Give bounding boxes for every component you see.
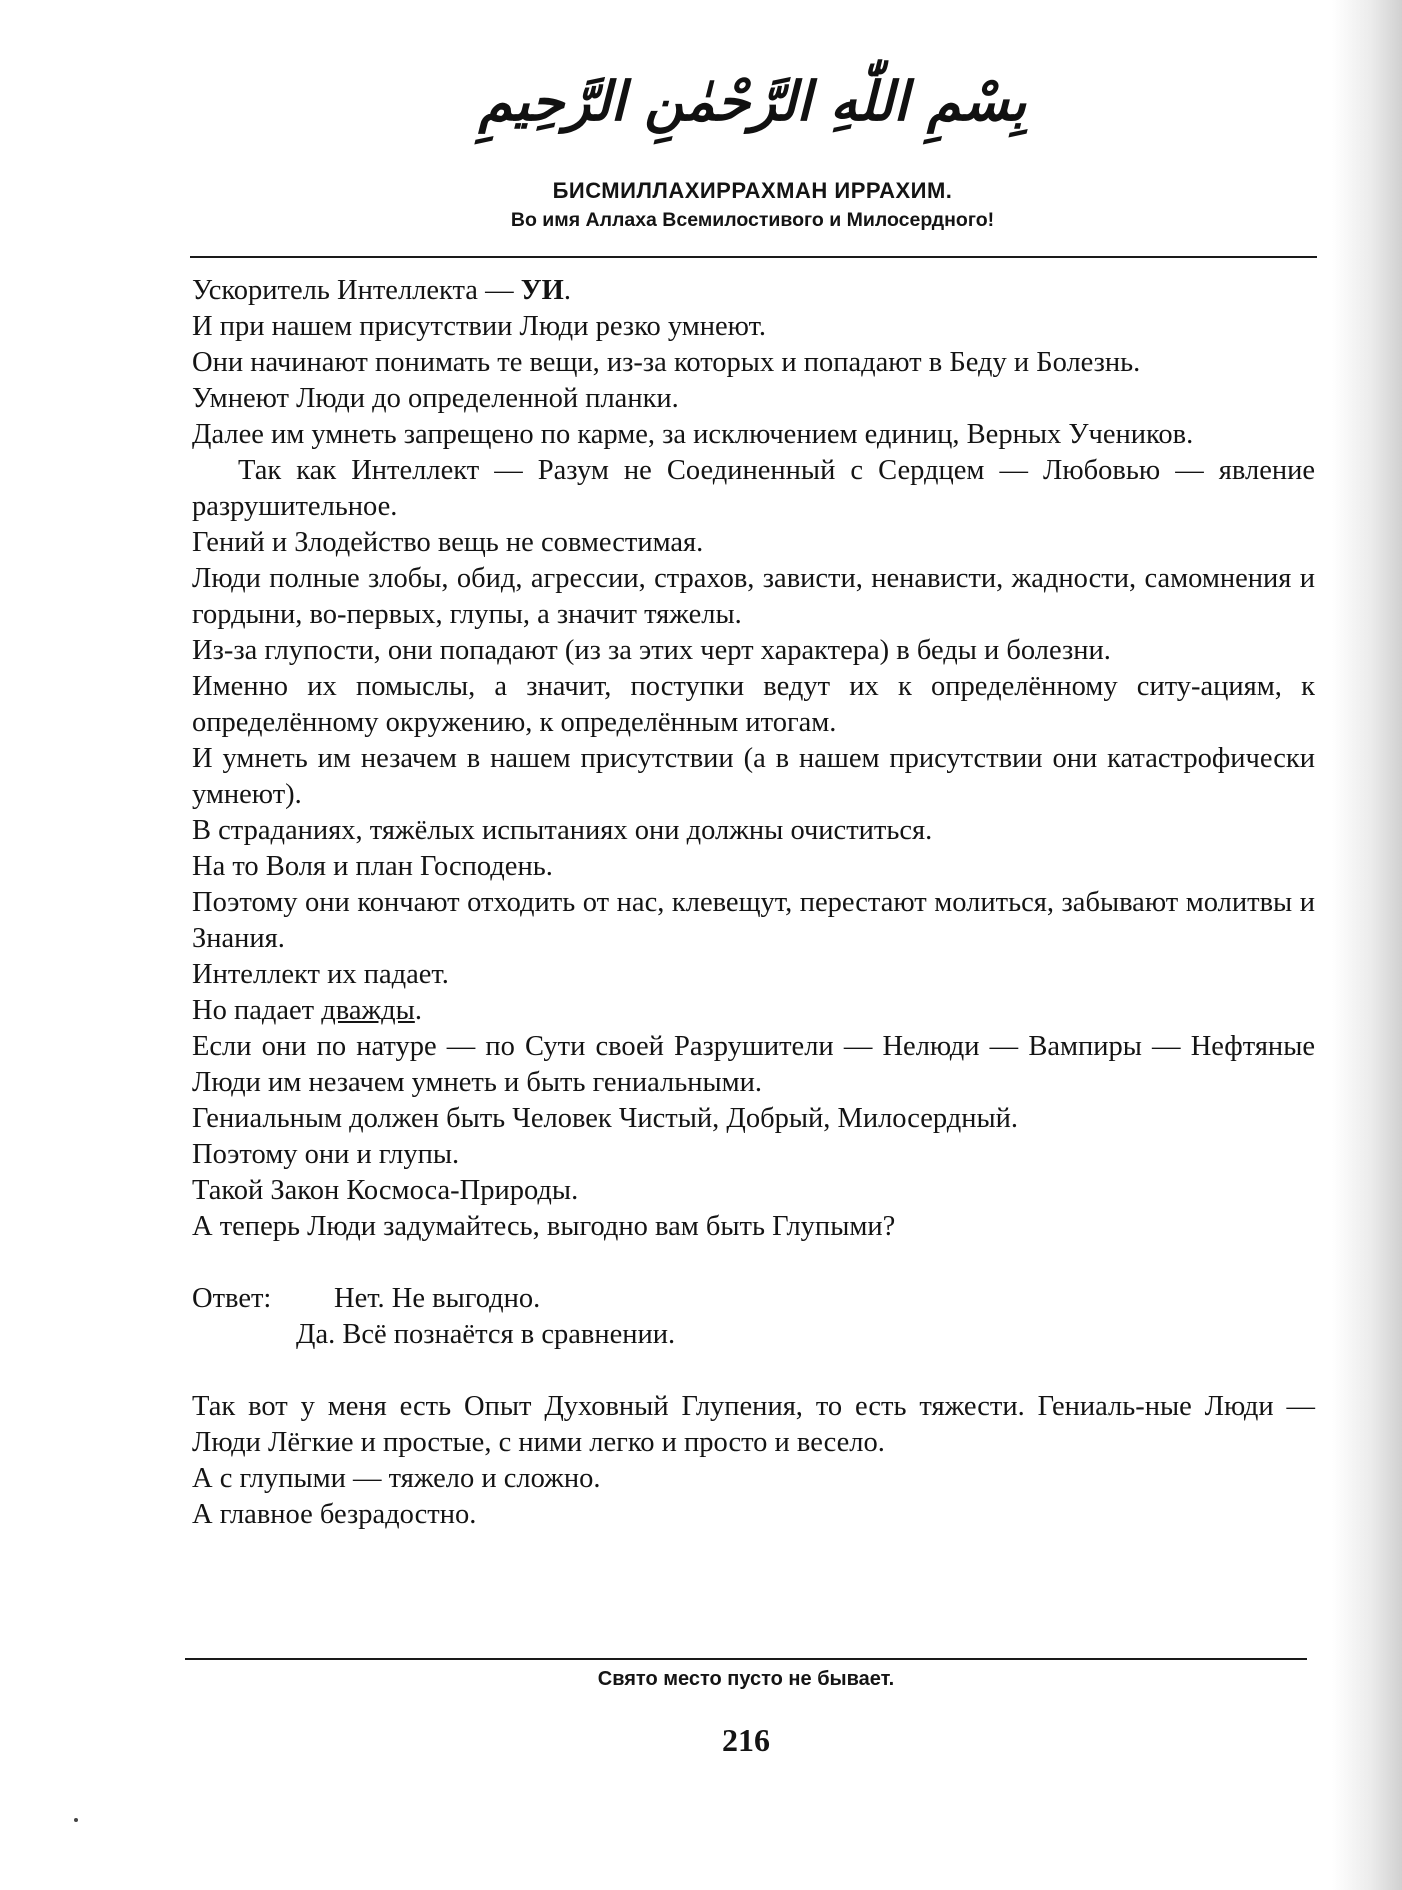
paragraph: Интеллект их падает. [192, 959, 449, 990]
paragraph: Именно их помыслы, а значит, поступки ведут их к определённому ситу-ациям, к определённому окружению, к определённым итогам. [192, 671, 1315, 738]
scan-speck [74, 1818, 78, 1822]
paragraph: Но падает дважды. [192, 995, 422, 1026]
answer-line: Нет. Не выгодно. [334, 1283, 541, 1314]
paragraph: Поэтому они кончают отходить от нас, клевещут, перестают молиться, забывают молитвы и Знания. [192, 887, 1315, 954]
bismillah-calligraphy: بِسْمِ اللّٰهِ الرَّحْمٰنِ الرَّحِيمِ [478, 70, 1027, 133]
spacer [192, 1353, 1315, 1389]
page-header [190, 62, 1315, 157]
paragraph: Из-за глупости, они попадают (из за этих черт характера) в беды и болезни. [192, 635, 1111, 666]
page-body [192, 273, 1315, 1533]
page-number: 216 [722, 1722, 770, 1758]
paragraph: Они начинают понимать те вещи, из-за которых и попадают в Беду и Болезнь. [192, 347, 1141, 378]
header-subtitle: Во имя Аллаха Всемилостивого и Милосердного! [510, 209, 995, 231]
paragraph: В страданиях, тяжёлых испытаниях они должны очиститься. [192, 815, 933, 846]
paragraph: Ускоритель Интеллекта — УИ. [192, 275, 571, 306]
paragraph: Так вот у меня есть Опыт Духовный Глупения, то есть тяжести. Гениаль-ные Люди — Люди Лёгкие и простые, с ними легко и просто и весело. [192, 1391, 1315, 1458]
paragraph: Так как Интеллект — Разум не Соединенный с Сердцем — Любовью — явление разрушительное. [192, 455, 1315, 522]
underlined-word: дважды [321, 995, 415, 1026]
paragraph: И умнеть им незачем в нашем присутствии (а в нашем присутствии они катастрофически умнеют). [192, 743, 1315, 810]
paragraph: Люди полные злобы, обид, агрессии, страхов, зависти, ненависти, жадности, самомнения и гордыни, во-первых, глупы, а значит тяжелы. [192, 563, 1315, 630]
header-title: БИСМИЛЛАХИРРАХМАН ИРРАХИМ. [552, 178, 953, 203]
header-divider [190, 256, 1317, 258]
abbreviation-ui: УИ [520, 275, 564, 306]
paragraph: А с глупыми — тяжело и сложно. [192, 1463, 601, 1494]
footer-divider [185, 1658, 1307, 1660]
paragraph: На то Воля и план Господень. [192, 851, 553, 882]
answer-text: Да. Всё познаётся в сравнении. [296, 1319, 676, 1350]
paragraph: И при нашем присутствии Люди резко умнеют. [192, 311, 767, 342]
answer-label: Ответ: [192, 1283, 272, 1314]
paragraph: Если они по натуре — по Сути своей Разрушители — Нелюди — Вампиры — Нефтяные Люди им незачем умнеть и быть гениальными. [192, 1031, 1315, 1098]
paragraph: Гений и Злодейство вещь не совместимая. [192, 527, 704, 558]
paragraph: Такой Закон Космоса-Природы. [192, 1175, 579, 1206]
paragraph: Далее им умнеть запрещено по карме, за исключением единиц, Верных Учеников. [192, 419, 1194, 450]
page-edge-shadow [1332, 0, 1402, 1890]
paragraph: Умнеют Люди до определенной планки. [192, 383, 679, 414]
paragraph: Поэтому они и глупы. [192, 1139, 460, 1170]
answer-line [192, 1317, 1315, 1353]
spacer [192, 1245, 1315, 1281]
paragraph: Гениальным должен быть Человек Чистый, Добрый, Милосердный. [192, 1103, 1019, 1134]
footer-proverb: Свято место пусто не бывает. [597, 1668, 895, 1690]
answer-block [192, 1281, 1315, 1317]
paragraph: А теперь Люди задумайтесь, выгодно вам быть Глупыми? [192, 1211, 896, 1242]
paragraph: А главное безрадостно. [192, 1499, 477, 1530]
